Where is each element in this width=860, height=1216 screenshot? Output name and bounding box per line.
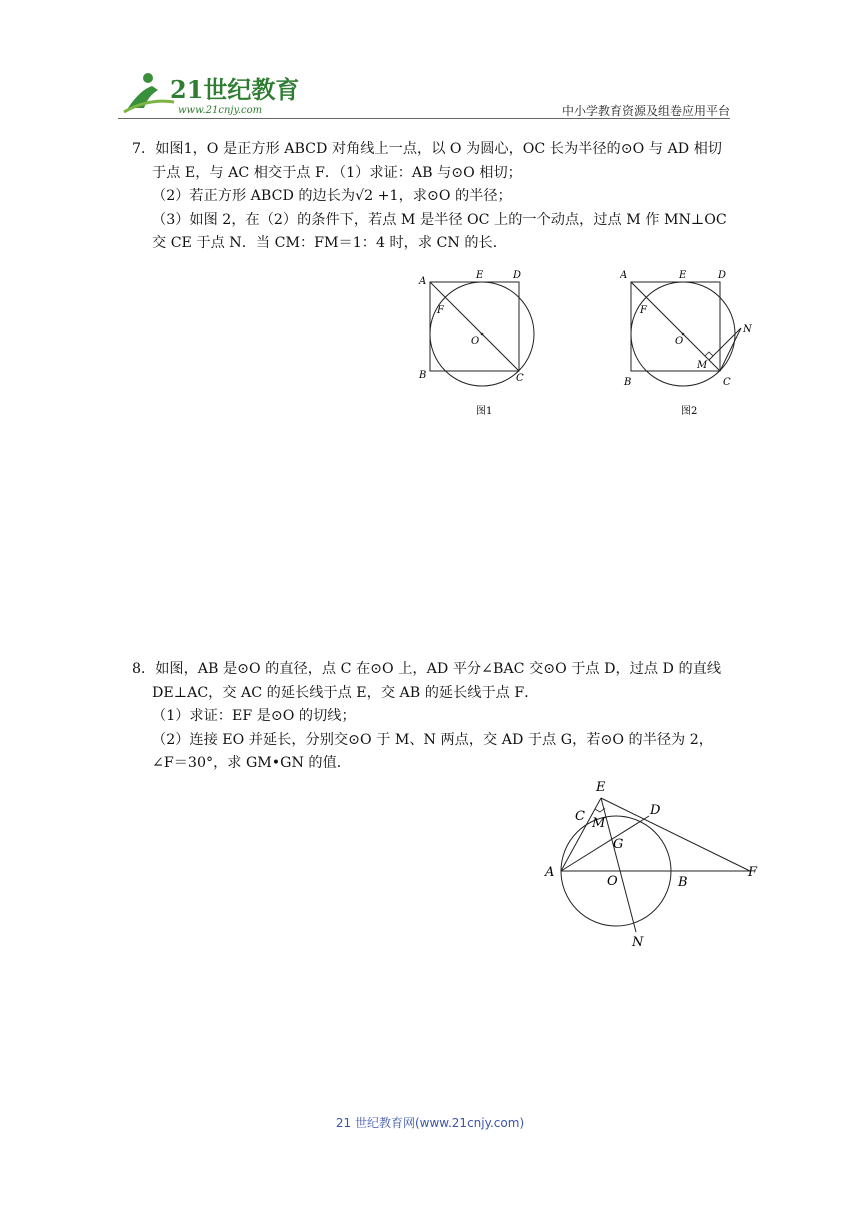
label-E: E [596, 780, 606, 795]
problem-7-line: 于点 E，与 AC 相交于点 F．（1）求证：AB 与⊙O 相切； [152, 164, 522, 181]
label-C: C [516, 373, 524, 384]
header-divider [118, 118, 730, 119]
label-D: D [513, 270, 522, 281]
problem-8-line: ∠F＝30°，求 GM•GN 的值． [152, 755, 351, 771]
label-G: G [613, 837, 624, 852]
problem-8-line: 8．如图，AB 是⊙O 的直径，点 C 在⊙O 上，AD 平分∠BAC 交⊙O 于点 D，过点 D 的直线 [132, 661, 722, 677]
label-M: M [592, 816, 606, 831]
label-O: O [675, 336, 684, 347]
label-A: A [545, 865, 555, 880]
figure-1 [410, 265, 550, 429]
label-A: A [419, 276, 427, 287]
label-B: B [624, 377, 632, 388]
logo [118, 68, 318, 118]
problem-8 [132, 658, 732, 776]
logo-main-text: 21世纪教育 [170, 75, 300, 104]
problem-7-line: 7．如图1，O 是正方形 ABCD 对角线上一点，以 O 为圆心，OC 长为半径的⊙O 与 AD 相切 [132, 141, 722, 157]
figure-1-caption: 图1 [476, 406, 493, 417]
figure-3 [540, 772, 770, 956]
label-B: B [419, 370, 427, 381]
label-O: O [607, 874, 618, 889]
problem-7-line: （3）如图 2，在（2）的条件下，若点 M 是半径 OC 上的一个动点，过点 M 作 MN⊥OC [152, 211, 727, 228]
figure-2-caption: 图2 [681, 406, 698, 417]
label-M: M [697, 360, 708, 371]
label-F: F [640, 305, 647, 316]
label-D: D [650, 803, 661, 818]
platform-name: 中小学教育资源及组卷应用平台 [561, 104, 730, 118]
label-C: C [723, 377, 731, 388]
problem-8-line: DE⊥AC，交 AC 的延长线于点 E，交 AB 的延长线于点 F． [152, 684, 539, 701]
label-E: E [679, 270, 687, 281]
problem-7 [132, 138, 732, 256]
label-C: C [575, 809, 585, 824]
label-A: A [620, 270, 628, 281]
label-E: E [476, 270, 484, 281]
label-N: N [632, 935, 644, 950]
problem-7-line: （2）若正方形 ABCD 的边长为√2 +1，求⊙O 的半径； [152, 188, 512, 204]
label-N: N [743, 324, 752, 335]
label-D: D [718, 270, 727, 281]
page-footer: 21 世纪教育网(www.21cnjy.com) [335, 1116, 525, 1130]
problem-8-line: （2）连接 EO 并延长，分别交⊙O 于 M、N 两点，交 AD 于点 G，若⊙O 的半径为 2， [152, 731, 713, 748]
logo-icon [118, 68, 318, 118]
label-B: B [678, 875, 688, 890]
page-header [118, 68, 730, 120]
problem-7-line: 交 CE 于点 N．当 CM：FM＝1：4 时，求 CN 的长． [152, 235, 507, 251]
label-O: O [471, 336, 480, 347]
figure-2 [620, 265, 760, 429]
problem-8-line: （1）求证：EF 是⊙O 的切线； [152, 708, 356, 724]
label-F: F [748, 865, 758, 880]
logo-url-text: www.21cnjy.com [178, 105, 263, 116]
label-F: F [437, 305, 444, 316]
